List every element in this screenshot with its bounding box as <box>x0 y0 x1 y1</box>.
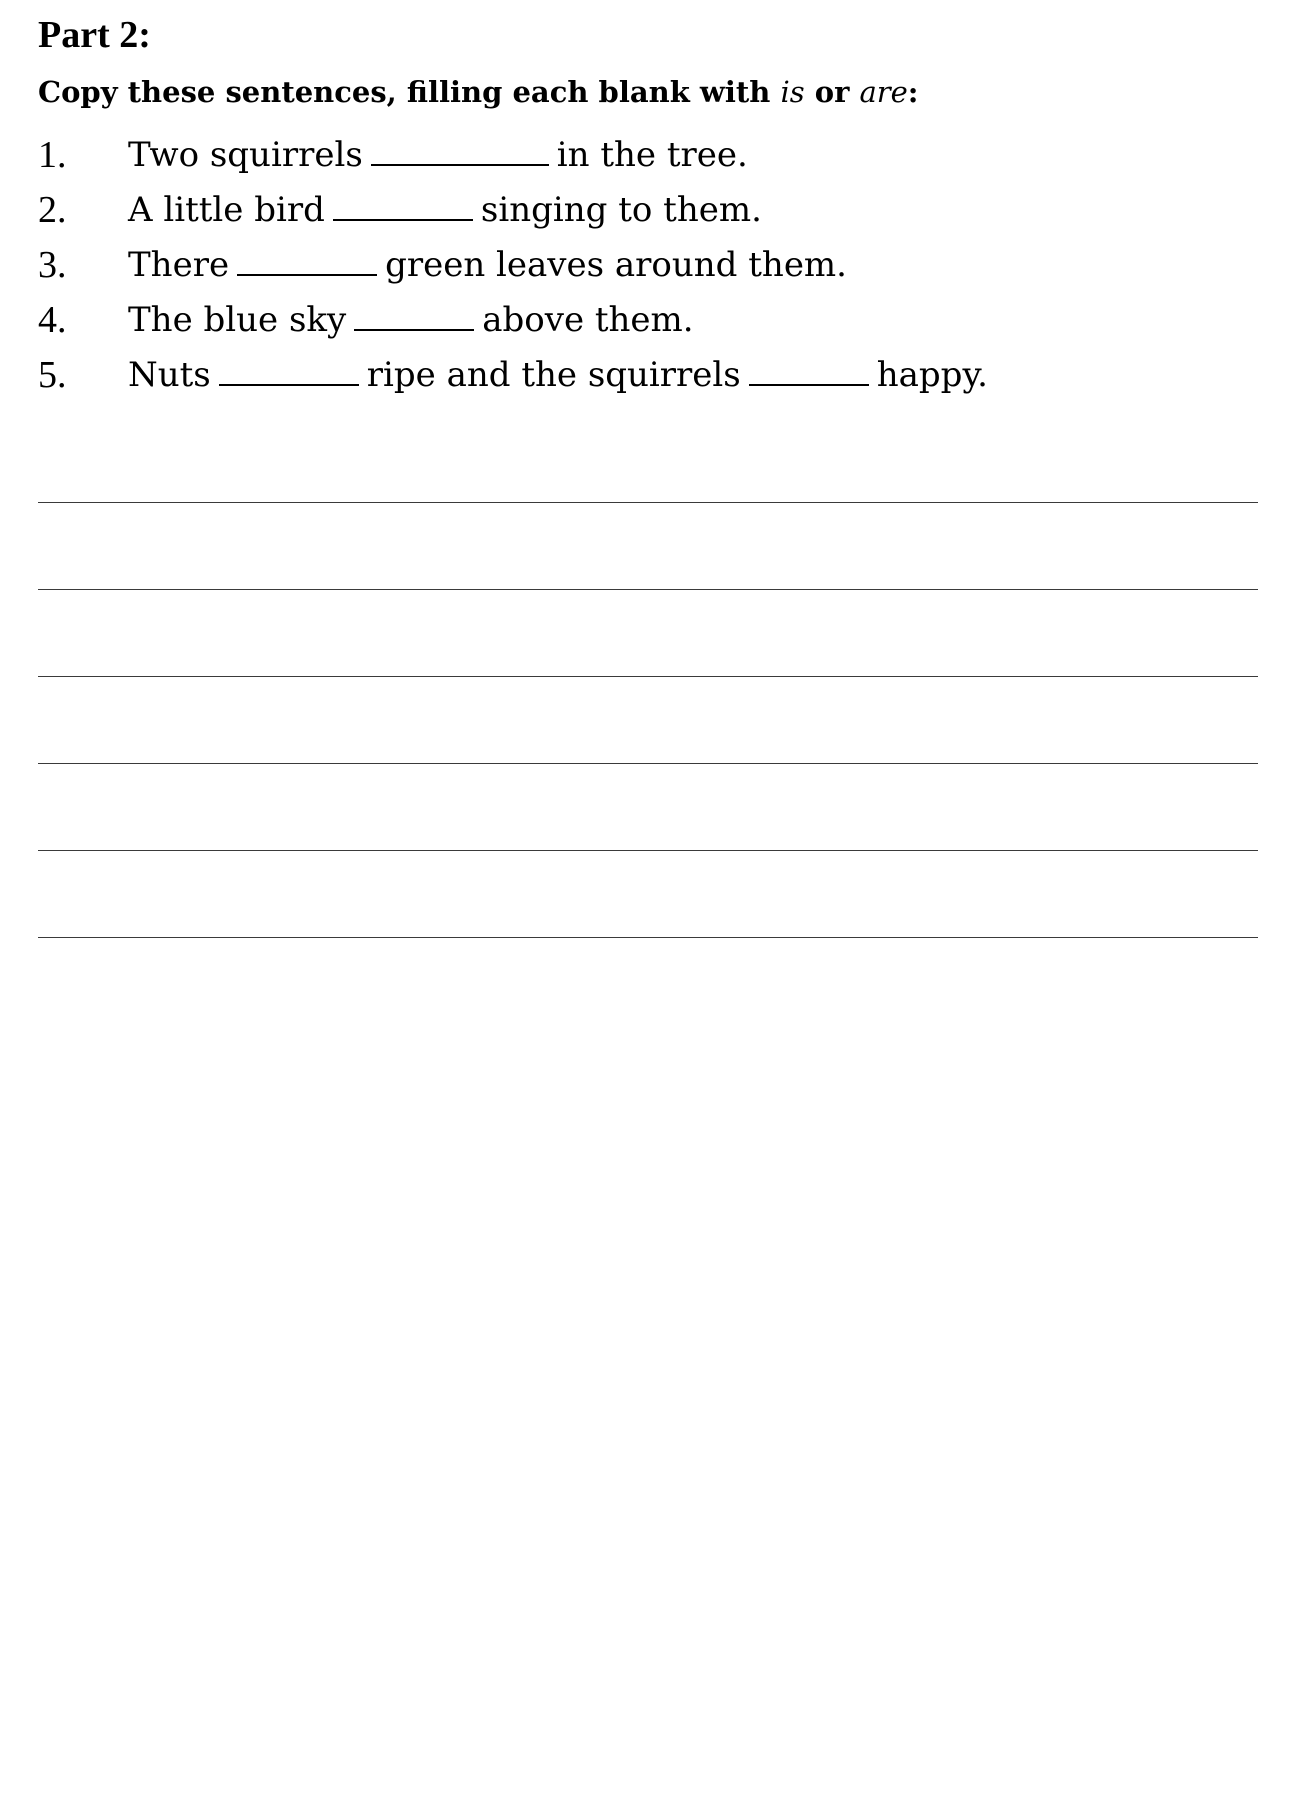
instructions <box>38 70 919 114</box>
sentence-number: 4. <box>38 299 67 341</box>
instructions-prefix: Copy these sentences, filling each blank with <box>38 75 781 109</box>
instructions-word-is: is <box>780 75 805 109</box>
writing-line[interactable] <box>38 937 1258 939</box>
sentence-3 <box>38 238 1258 293</box>
sentence-before: The blue sky <box>128 300 347 340</box>
instructions-word-are: are <box>859 75 908 109</box>
sentence-after: above them. <box>482 300 694 340</box>
sentence-after: green leaves around them. <box>385 245 847 285</box>
sentence-text <box>128 183 762 238</box>
writing-line[interactable] <box>38 850 1258 852</box>
sentence-1 <box>38 128 1258 183</box>
writing-line[interactable] <box>38 763 1258 765</box>
writing-line[interactable] <box>38 502 1258 504</box>
sentence-before: A little bird <box>128 190 325 230</box>
sentence-number: 3. <box>38 244 67 286</box>
sentence-text <box>128 348 988 403</box>
sentence-after: happy. <box>876 355 988 395</box>
fill-in-blank[interactable] <box>354 293 474 331</box>
sentence-text <box>128 128 748 183</box>
sentence-middle: ripe and the squirrels <box>366 355 741 395</box>
sentence-before: Nuts <box>128 355 211 395</box>
writing-line[interactable] <box>38 589 1258 591</box>
fill-in-blank[interactable] <box>333 183 473 221</box>
sentence-after: in the tree. <box>556 135 748 175</box>
sentence-before: Two squirrels <box>128 135 363 175</box>
instructions-middle: or <box>804 75 860 109</box>
fill-in-blank[interactable] <box>237 238 377 276</box>
sentence-2 <box>38 183 1258 238</box>
sentence-number: 2. <box>38 189 67 231</box>
sentence-number: 5. <box>38 354 67 396</box>
sentence-after: singing to them. <box>480 190 762 230</box>
part-title: Part 2: <box>38 14 151 56</box>
sentence-text <box>128 238 847 293</box>
instructions-suffix: : <box>907 75 919 109</box>
sentence-4 <box>38 293 1258 348</box>
writing-lines <box>38 502 1258 1024</box>
sentence-5 <box>38 348 1258 403</box>
sentence-text <box>128 293 694 348</box>
writing-line[interactable] <box>38 676 1258 678</box>
fill-in-blank[interactable] <box>371 128 549 166</box>
sentence-number: 1. <box>38 134 67 176</box>
sentence-before: There <box>128 245 230 285</box>
fill-in-blank[interactable] <box>219 348 359 386</box>
sentence-list <box>38 128 1258 403</box>
fill-in-blank[interactable] <box>749 348 869 386</box>
